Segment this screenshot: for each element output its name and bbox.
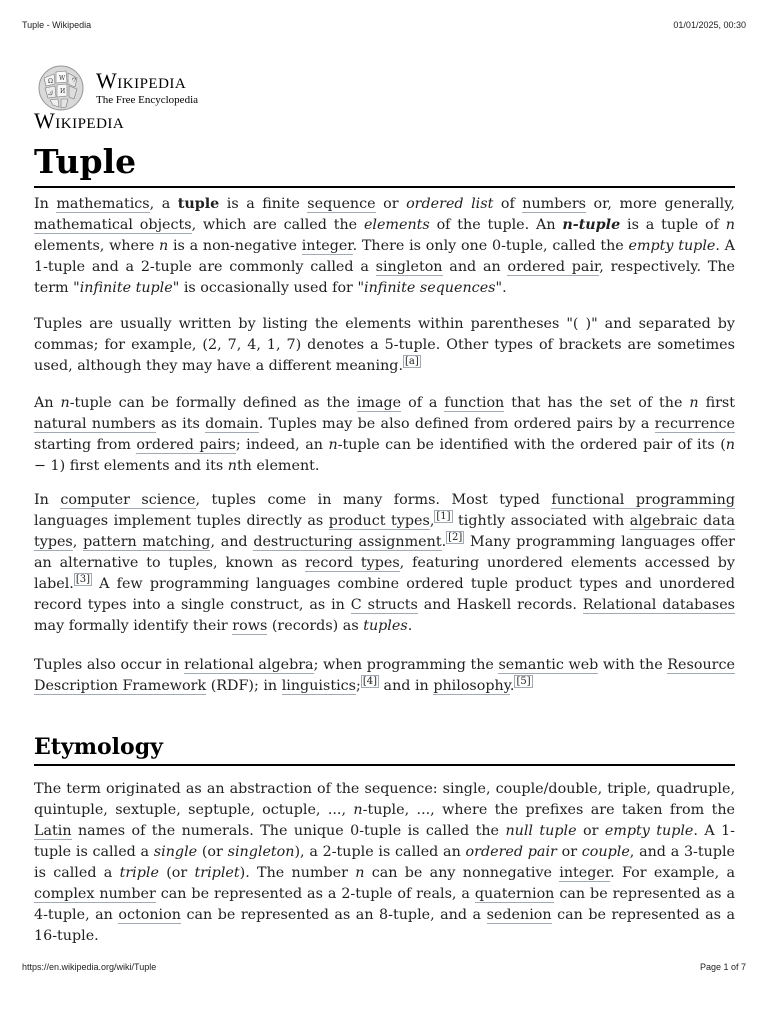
print-footer-url: https://en.wikipedia.org/wiki/Tuple — [22, 962, 157, 972]
paragraph-etymology: The term originated as an abstraction of the sequence: single, couple/double, triple, quadruple, quintuple, sextuple, septuple, octuple, ..., n-tuple, ..., where the prefixes are taken from the Latin names of the numerals. The unique 0-tuple is called the null tuple or empty tuple. A 1-tuple is called a single (or singleton), a 2-tuple is called an ordered pair or couple, and a 3-tuple is called a triple (or triplet). The number n can be any nonnegative integer. For example, a complex number can be represented as a 2-tuple of reals, a quaternion can be represented as a 4-tuple, an octonion can be represented as an 8-tuple, and a sedenion can be represented as a 16-tuple. — [34, 781, 736, 944]
article-body-3 — [34, 393, 735, 477]
link-relational-algebra[interactable]: relational algebra — [184, 657, 314, 673]
print-header — [22, 20, 746, 30]
ref-2[interactable]: [2] — [448, 532, 463, 544]
ref-note-a[interactable]: [a] — [405, 356, 419, 368]
svg-text:ك: ك — [48, 90, 53, 97]
print-footer-page: Page 1 of 7 — [699, 962, 746, 972]
link-c-structs[interactable]: C structs — [350, 597, 418, 613]
link-ordered-pair[interactable]: ordered pair — [507, 259, 600, 275]
ref-1[interactable]: [1] — [436, 511, 451, 523]
link-sequence[interactable]: sequence — [307, 196, 376, 212]
link-philosophy[interactable]: philosophy — [433, 678, 510, 694]
wordmark — [96, 67, 199, 107]
article-body-5 — [34, 655, 735, 697]
link-functional-programming[interactable]: functional programming — [551, 492, 736, 508]
article-body — [34, 194, 735, 299]
link-image[interactable]: image — [356, 395, 402, 411]
paragraph-computer-science: In computer science, tuples come in many forms. Most typed functional programming languages implement tuples directly as product types, [1] tightly associated with algebraic data types, pattern matching, and destructuring assignment. [2] Many programming languages offer an alternative to tuples, known as record types, featuring unordered elements accessed by label. [3] A few programming languages combine ordered tuple product types and unordered record types into a single construct, as in C structs and Haskell records. Relational databases may formally identify their rows (records) as tuples. — [34, 492, 736, 634]
link-natural-numbers[interactable]: natural numbers — [34, 416, 156, 432]
link-destructuring-assignment[interactable]: destructuring assignment — [253, 534, 442, 550]
logo-title: Wikipedia — [96, 67, 187, 93]
link-ordered-pairs[interactable]: ordered pairs — [136, 437, 236, 453]
link-rows[interactable]: rows — [232, 618, 268, 634]
paragraph-other-uses: Tuples also occur in relational algebra; when programming the semantic web with the Resource Description Framework (RDF); in linguistics; [4] and in philosophy. [5] — [34, 657, 735, 694]
link-record-types[interactable]: record types — [305, 555, 400, 571]
link-semantic-web[interactable]: semantic web — [498, 657, 599, 673]
section-etymology — [34, 734, 735, 766]
heading-etymology: Etymology — [34, 734, 735, 766]
link-mathematical-objects[interactable]: mathematical objects — [34, 217, 192, 233]
link-linguistics[interactable]: linguistics — [281, 678, 356, 694]
wikipedia-logo[interactable] — [34, 64, 198, 112]
link-recurrence[interactable]: recurrence — [654, 416, 735, 432]
svg-text:ウ: ウ — [71, 77, 78, 84]
link-algebraic-data-types[interactable]: algebraic data types — [34, 513, 736, 550]
link-computer-science[interactable]: computer science — [60, 492, 196, 508]
link-rdf[interactable]: Resource Description Framework — [34, 657, 735, 694]
article-body-6 — [34, 779, 735, 947]
link-integer-2[interactable]: integer — [559, 865, 611, 881]
link-integer[interactable]: integer — [301, 238, 353, 254]
ref-4[interactable]: [4] — [362, 676, 377, 688]
link-latin[interactable]: Latin — [34, 823, 72, 839]
wikipedia-globe-icon — [34, 64, 88, 112]
print-header-datetime: 01/01/2025, 00:30 — [673, 20, 746, 30]
link-complex-number[interactable]: complex number — [34, 886, 156, 902]
link-singleton[interactable]: singleton — [375, 259, 443, 275]
article-body-4 — [34, 490, 735, 637]
paragraph-definition: An n-tuple can be formally defined as the image of a function that has the set of the n first natural numbers as its domain. Tuples may be also defined from ordered pairs by a recurrence starting from ordered pairs; indeed, an n-tuple can be identified with the ordered pair of its (n − 1) first elements and its nth element. — [34, 395, 736, 474]
paragraph-intro: In mathematics, a tuple is a finite sequence or ordered list of numbers or, more generally, mathematical objects, which are called the elements of the tuple. An n-tuple is a tuple of n elements, where n is a non-negative integer. There is only one 0-tuple, called the empty tuple. A 1-tuple and a 2-tuple are commonly called a singleton and an ordered pair, respectively. The term "infinite tuple" is occasionally used for "infinite sequences". — [34, 196, 735, 296]
print-header-title: Tuple - Wikipedia — [22, 20, 92, 30]
link-mathematics[interactable]: mathematics — [56, 196, 150, 212]
page-title: Tuple — [34, 142, 735, 188]
link-octonion[interactable]: octonion — [118, 907, 181, 923]
link-function[interactable]: function — [444, 395, 505, 411]
link-domain[interactable]: domain — [205, 416, 259, 432]
svg-text:W: W — [59, 75, 66, 82]
link-numbers[interactable]: numbers — [522, 196, 587, 212]
print-footer — [22, 962, 746, 972]
svg-text:И: И — [60, 88, 66, 95]
link-product-types[interactable]: product types — [328, 513, 430, 529]
article-body-2 — [34, 314, 735, 377]
ref-5[interactable]: [5] — [516, 676, 531, 688]
link-pattern-matching[interactable]: pattern matching — [83, 534, 211, 550]
paragraph-notation: Tuples are usually written by listing the elements within parentheses "( )" and separated by commas; for example, (2, 7, 4, 1, 7) denotes a 5-tuple. Other types of brackets are sometimes used, although they may have a different meaning. [a] — [34, 316, 735, 374]
logo-wordmark[interactable]: Wikipedia — [34, 108, 125, 133]
svg-text:Ω: Ω — [48, 78, 53, 85]
logo-tagline: The Free Encyclopedia — [96, 93, 199, 106]
link-quaternion[interactable]: quaternion — [474, 886, 555, 902]
ref-3[interactable]: [3] — [75, 574, 90, 586]
link-relational-databases[interactable]: Relational databases — [582, 597, 735, 613]
link-sedenion[interactable]: sedenion — [486, 907, 552, 923]
